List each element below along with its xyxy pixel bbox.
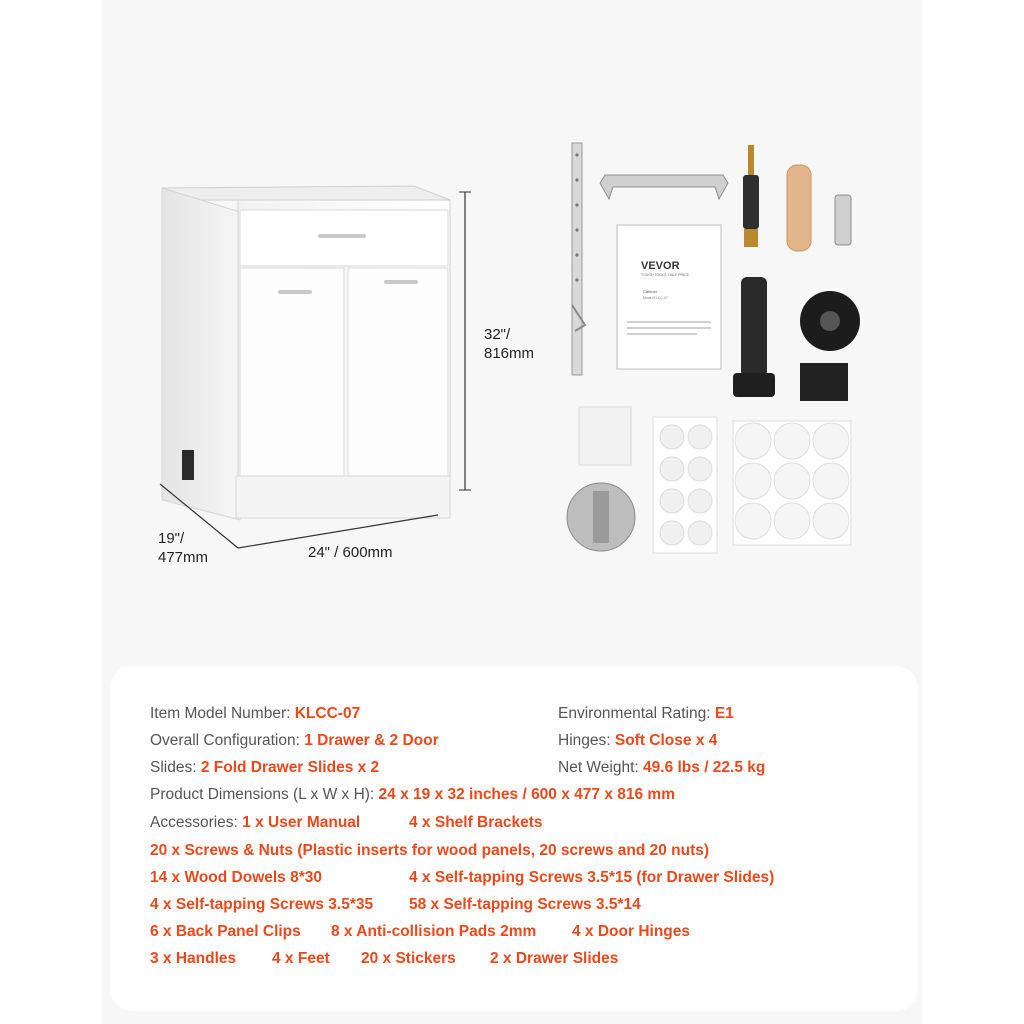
accessory-item: 6 x Back Panel Clips — [150, 923, 301, 940]
spec-accessories: Accessories: 1 x User Manual — [150, 814, 361, 831]
spec-environmental: Environmental Rating: E1 — [558, 705, 734, 722]
stickers-icon — [733, 421, 851, 545]
cam-bolt-icon — [743, 145, 759, 247]
spec-dimensions: Product Dimensions (L x W x H): 24 x 19 x 32 inches / 600 x 477 x 816 mm — [150, 786, 675, 803]
drawer-slide-icon — [572, 143, 585, 375]
accessory-item: 2 x Drawer Slides — [490, 950, 619, 967]
accessory-item: 58 x Self-tapping Screws 3.5*14 — [409, 896, 641, 913]
accessory-item: 4 x Self-tapping Screws 3.5*15 (for Drawer Slides) — [409, 869, 775, 886]
accessory-item: 20 x Screws & Nuts (Plastic inserts for wood panels, 20 screws and 20 nuts) — [150, 842, 710, 859]
accessories-illustration — [555, 135, 875, 555]
adjustable-foot-icon — [733, 277, 775, 397]
handle-icon — [600, 175, 728, 199]
depth-dimension: 19"/ 477mm — [158, 530, 209, 566]
dimension-lines — [150, 180, 480, 560]
spec-model: Item Model Number: KLCC-07 — [150, 705, 361, 722]
cam-lock-icon — [567, 483, 635, 551]
accessory-item: 4 x Feet — [272, 950, 330, 967]
accessory-item: 4 x Shelf Brackets — [409, 814, 543, 831]
back-panel-clip-icon — [579, 407, 631, 465]
spec-weight: Net Weight: 49.6 lbs / 22.5 kg — [558, 759, 766, 776]
accessory-item: 4 x Self-tapping Screws 3.5*35 — [150, 896, 374, 913]
svg-text:TOUGH TOOLS, HALF PRICE: TOUGH TOOLS, HALF PRICE — [641, 273, 689, 277]
svg-text:Model:KLCC-07: Model:KLCC-07 — [643, 296, 668, 300]
spec-hinges: Hinges: Soft Close x 4 — [558, 732, 718, 749]
spec-configuration: Overall Configuration: 1 Drawer & 2 Door — [150, 732, 439, 749]
svg-text:Cabinet: Cabinet — [643, 289, 657, 294]
wood-dowel-icon — [787, 165, 811, 251]
door-hinge-icon — [800, 291, 860, 401]
accessory-item: 3 x Handles — [150, 950, 237, 967]
accessory-item: 14 x Wood Dowels 8*30 — [150, 869, 322, 886]
insert-nut-icon — [835, 195, 851, 245]
accessory-item: 8 x Anti-collision Pads 2mm — [331, 923, 537, 940]
width-dimension: 24" / 600mm — [308, 544, 393, 561]
accessory-item: 4 x Door Hinges — [572, 923, 690, 940]
user-manual-icon — [617, 225, 721, 369]
svg-text:VEVOR: VEVOR — [641, 260, 680, 272]
spec-slides: Slides: 2 Fold Drawer Slides x 2 — [150, 759, 380, 776]
height-dimension: 32"/ 816mm — [484, 326, 535, 362]
accessory-item: 20 x Stickers — [361, 950, 456, 967]
anti-collision-pads-icon — [653, 417, 717, 553]
